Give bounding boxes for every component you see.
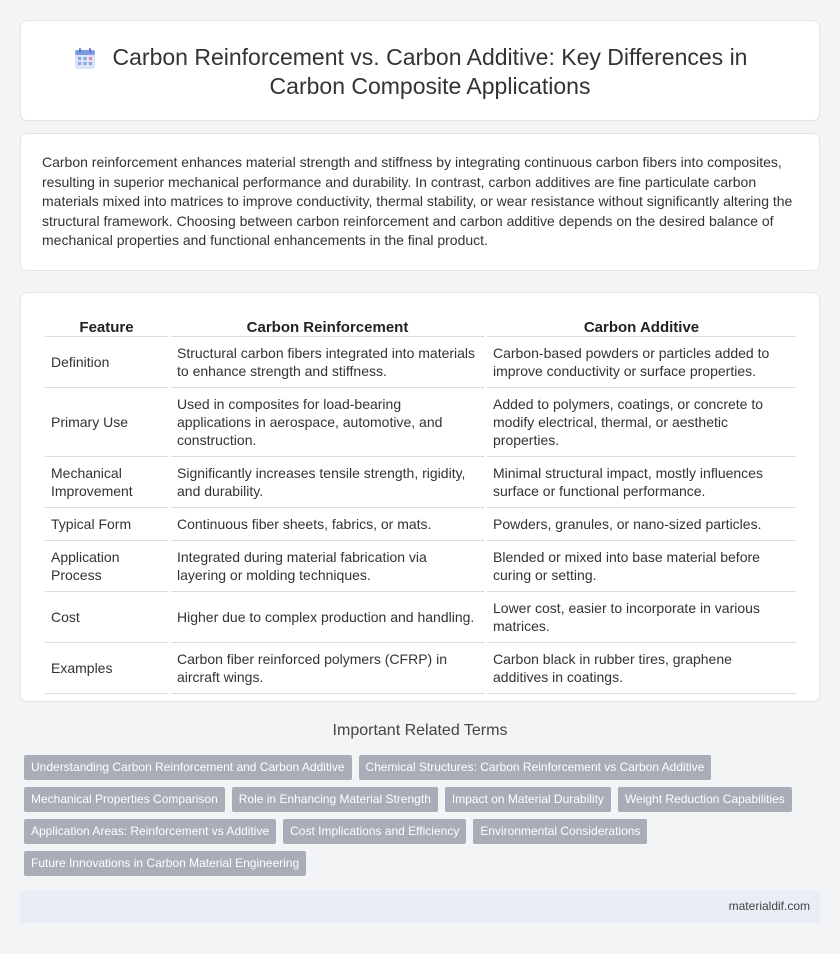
related-term-link[interactable]: Environmental Considerations — [473, 819, 647, 844]
page-title: Carbon Reinforcement vs. Carbon Additive: Key Differences in Carbon Composite Applications — [112, 44, 748, 99]
table-row — [45, 643, 796, 694]
table-row — [45, 457, 796, 508]
additive-cell: Carbon-based powders or particles added to improve conductivity or surface properties. — [487, 337, 796, 388]
feature-cell: Typical Form — [45, 508, 168, 541]
footer — [20, 890, 820, 923]
related-term-link[interactable]: Weight Reduction Capabilities — [618, 787, 792, 812]
reinforcement-cell: Carbon fiber reinforced polymers (CFRP) in aircraft wings. — [171, 643, 484, 694]
related-term-link[interactable]: Role in Enhancing Material Strength — [232, 787, 438, 812]
reinforcement-cell: Used in composites for load-bearing applications in aerospace, automotive, and construction. — [171, 388, 484, 457]
related-term-link[interactable]: Chemical Structures: Carbon Reinforcement vs Carbon Additive — [359, 755, 712, 780]
additive-cell: Powders, granules, or nano-sized particles. — [487, 508, 796, 541]
related-term-link[interactable]: Cost Implications and Efficiency — [283, 819, 466, 844]
footer-site-link[interactable]: materialdif.com — [728, 899, 810, 913]
related-term-link[interactable]: Understanding Carbon Reinforcement and Carbon Additive — [24, 755, 352, 780]
table-row — [45, 388, 796, 457]
additive-cell: Added to polymers, coatings, or concrete to modify electrical, thermal, or aesthetic properties. — [487, 388, 796, 457]
additive-cell: Carbon black in rubber tires, graphene additives in coatings. — [487, 643, 796, 694]
related-term-link[interactable]: Mechanical Properties Comparison — [24, 787, 225, 812]
reinforcement-cell: Continuous fiber sheets, fabrics, or mats. — [171, 508, 484, 541]
reinforcement-cell: Integrated during material fabrication via layering or molding techniques. — [171, 541, 484, 592]
feature-cell: Application Process — [45, 541, 168, 592]
related-term-link[interactable]: Impact on Material Durability — [445, 787, 611, 812]
comparison-card — [20, 292, 820, 702]
additive-cell: Blended or mixed into base material before curing or setting. — [487, 541, 796, 592]
table-row — [45, 508, 796, 541]
header-card — [20, 20, 820, 121]
header-carbon-additive: Carbon Additive — [487, 315, 796, 337]
related-term-link[interactable]: Future Innovations in Carbon Material Engineering — [24, 851, 306, 876]
intro-card — [20, 133, 820, 271]
feature-cell: Definition — [45, 337, 168, 388]
feature-cell: Cost — [45, 592, 168, 643]
table-row — [45, 337, 796, 388]
comparison-table — [42, 315, 799, 694]
table-header-row — [45, 315, 796, 337]
header-feature: Feature — [45, 315, 168, 337]
related-terms-heading: Important Related Terms — [332, 722, 508, 739]
reinforcement-cell: Significantly increases tensile strength, rigidity, and durability. — [171, 457, 484, 508]
table-row — [45, 541, 796, 592]
intro-paragraph: Carbon reinforcement enhances material strength and stiffness by integrating continuous carbon fibers into composites, resulting in superior mechanical performance and durability. In contrast, carbon additives are fine particulate carbon materials mixed into matrices to improve conductivity, thermal stability, or wear resistance without significantly altering the structural framework. Choosing between carbon reinforcement and carbon additive depends on the desired balance of mechanical properties and functional enhancements in the final product. — [42, 154, 793, 249]
reinforcement-cell: Higher due to complex production and handling. — [171, 592, 484, 643]
feature-cell: Mechanical Improvement — [45, 457, 168, 508]
feature-cell: Primary Use — [45, 388, 168, 457]
header-carbon-reinforcement: Carbon Reinforcement — [171, 315, 484, 337]
table-row — [45, 592, 796, 643]
feature-cell: Examples — [45, 643, 168, 694]
additive-cell: Minimal structural impact, mostly influences surface or functional performance. — [487, 457, 796, 508]
reinforcement-cell: Structural carbon fibers integrated into materials to enhance strength and stiffness. — [171, 337, 484, 388]
related-term-link[interactable]: Application Areas: Reinforcement vs Additive — [24, 819, 276, 844]
additive-cell: Lower cost, easier to incorporate in various matrices. — [487, 592, 796, 643]
related-terms-list — [24, 755, 820, 876]
